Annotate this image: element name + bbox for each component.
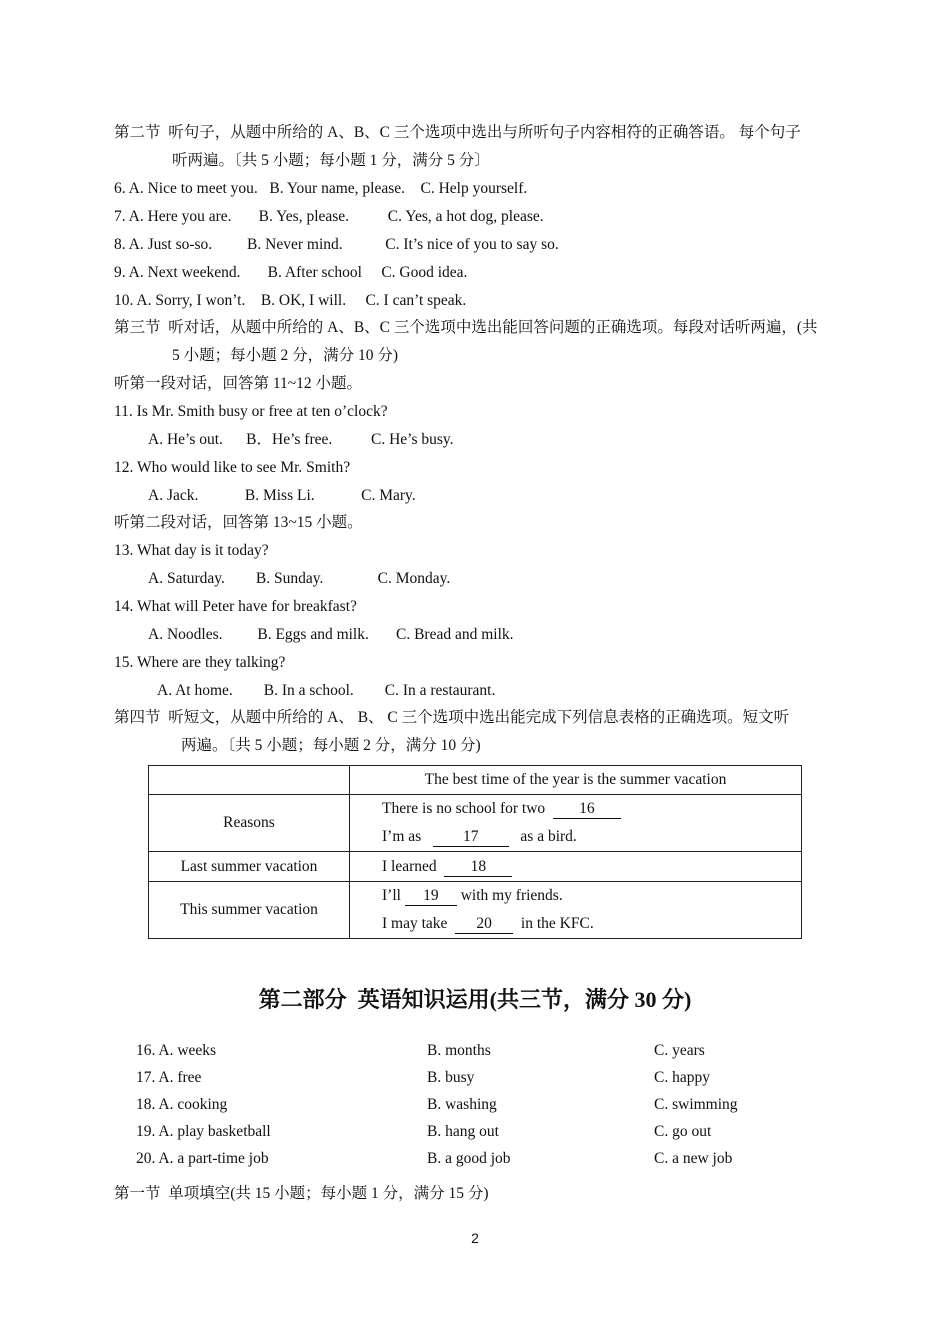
option-16-b: B. months bbox=[427, 1042, 491, 1059]
reason-2 bbox=[382, 823, 801, 851]
dialog1-intro: 听第一段对话，回答第 11~12 小题。 bbox=[114, 375, 363, 392]
question-7: 7. A. Here you are. B. Yes, please. C. Yes, a hot dog, please. bbox=[114, 208, 544, 225]
question-14: 14. What will Peter have for breakfast? bbox=[114, 598, 357, 615]
dialog2-intro: 听第二段对话，回答第 13~15 小题。 bbox=[114, 514, 363, 531]
option-18-b: B. washing bbox=[427, 1096, 497, 1113]
option-20-c: C. a new job bbox=[654, 1150, 733, 1167]
info-table bbox=[148, 765, 802, 939]
option-18-c: C. swimming bbox=[654, 1096, 738, 1113]
last-summer-cell bbox=[350, 852, 802, 882]
reason-2-text: I’m as bbox=[382, 828, 433, 845]
section3-instruction: 第三节 听对话，从题中所给的 A、B、C 三个选项中选出能回答问题的正确选项。每段对话听两遍，(共 bbox=[114, 319, 818, 336]
question-12: 12. Who would like to see Mr. Smith? bbox=[114, 459, 351, 476]
question-9: 9. A. Next weekend. B. After school C. Good idea. bbox=[114, 264, 468, 281]
this-summer-text-1: I’ll bbox=[382, 887, 405, 904]
blank-17: 17 bbox=[433, 828, 509, 847]
question-12-options: A. Jack. B. Miss Li. C. Mary. bbox=[148, 487, 416, 504]
option-17-c: C. happy bbox=[654, 1069, 710, 1086]
table-header: The best time of the year is the summer vacation bbox=[350, 766, 802, 795]
question-6: 6. A. Nice to meet you. B. Your name, please. C. Help yourself. bbox=[114, 180, 528, 197]
question-14-options: A. Noodles. B. Eggs and milk. C. Bread and milk. bbox=[148, 626, 514, 643]
question-15: 15. Where are they talking? bbox=[114, 654, 286, 671]
part2-title: 第二部分 英语知识运用(共三节，满分 30 分) bbox=[258, 987, 692, 1012]
question-10: 10. A. Sorry, I won’t. B. OK, I will. C. I can’t speak. bbox=[114, 292, 467, 309]
reason-2-suffix: as a bird. bbox=[508, 828, 577, 845]
this-summer-suffix-1: with my friends. bbox=[456, 887, 563, 904]
blank-18: 18 bbox=[444, 858, 512, 877]
question-15-options: A. At home. B. In a school. C. In a restaurant. bbox=[157, 682, 496, 699]
this-summer-cell bbox=[350, 882, 802, 939]
option-19-a: 19. A. play basketball bbox=[136, 1123, 271, 1140]
table-corner-cell bbox=[149, 766, 350, 795]
section4-instruction-cont: 两遍。〔共 5 小题；每小题 2 分，满分 10 分) bbox=[181, 737, 481, 754]
question-13-options: A. Saturday. B. Sunday. C. Monday. bbox=[148, 570, 451, 587]
reason-1-text: There is no school for two bbox=[382, 800, 553, 817]
option-20-b: B. a good job bbox=[427, 1150, 511, 1167]
option-19-b: B. hang out bbox=[427, 1123, 499, 1140]
question-13: 13. What day is it today? bbox=[114, 542, 269, 559]
last-summer-label: Last summer vacation bbox=[149, 852, 350, 882]
part2-section1-instruction: 第一节 单项填空(共 15 小题；每小题 1 分，满分 15 分) bbox=[114, 1185, 489, 1202]
section2-instruction-cont: 听两遍。〔共 5 小题；每小题 1 分，满分 5 分〕 bbox=[172, 152, 490, 169]
this-summer-label: This summer vacation bbox=[149, 882, 350, 939]
blank-16: 16 bbox=[553, 800, 621, 819]
this-summer-line-2 bbox=[382, 910, 801, 938]
option-19-c: C. go out bbox=[654, 1123, 712, 1140]
question-8: 8. A. Just so-so. B. Never mind. C. It’s nice of you to say so. bbox=[114, 236, 559, 253]
blank-19: 19 bbox=[405, 887, 457, 906]
section2-instruction: 第二节 听句子，从题中所给的 A、B、C 三个选项中选出与所听句子内容相符的正确答语。 每个句子 bbox=[114, 124, 801, 141]
option-18-a: 18. A. cooking bbox=[136, 1096, 228, 1113]
last-summer-line bbox=[382, 853, 801, 881]
option-20-a: 20. A. a part-time job bbox=[136, 1150, 269, 1167]
this-summer-line-1 bbox=[382, 882, 801, 910]
reasons-cell bbox=[350, 795, 802, 852]
this-summer-suffix-2: in the KFC. bbox=[513, 915, 594, 932]
option-16-c: C. years bbox=[654, 1042, 705, 1059]
last-summer-text: I learned bbox=[382, 857, 445, 875]
option-17-a: 17. A. free bbox=[136, 1069, 202, 1086]
page-number: 2 bbox=[471, 1230, 479, 1246]
reasons-label: Reasons bbox=[149, 795, 350, 852]
question-11-options: A. He’s out. B．He’s free. C. He’s busy. bbox=[148, 431, 454, 448]
question-11: 11. Is Mr. Smith busy or free at ten o’clock? bbox=[114, 403, 388, 420]
blank-20: 20 bbox=[455, 915, 513, 934]
option-16-a: 16. A. weeks bbox=[136, 1042, 217, 1059]
this-summer-text-2: I may take bbox=[382, 915, 456, 932]
option-17-b: B. busy bbox=[427, 1069, 475, 1086]
section4-instruction: 第四节 听短文，从题中所给的 A、 B、 C 三个选项中选出能完成下列信息表格的正确选项。短文听 bbox=[114, 709, 790, 726]
reason-1 bbox=[382, 795, 801, 823]
section3-instruction-cont: 5 小题；每小题 2 分，满分 10 分) bbox=[172, 347, 399, 364]
